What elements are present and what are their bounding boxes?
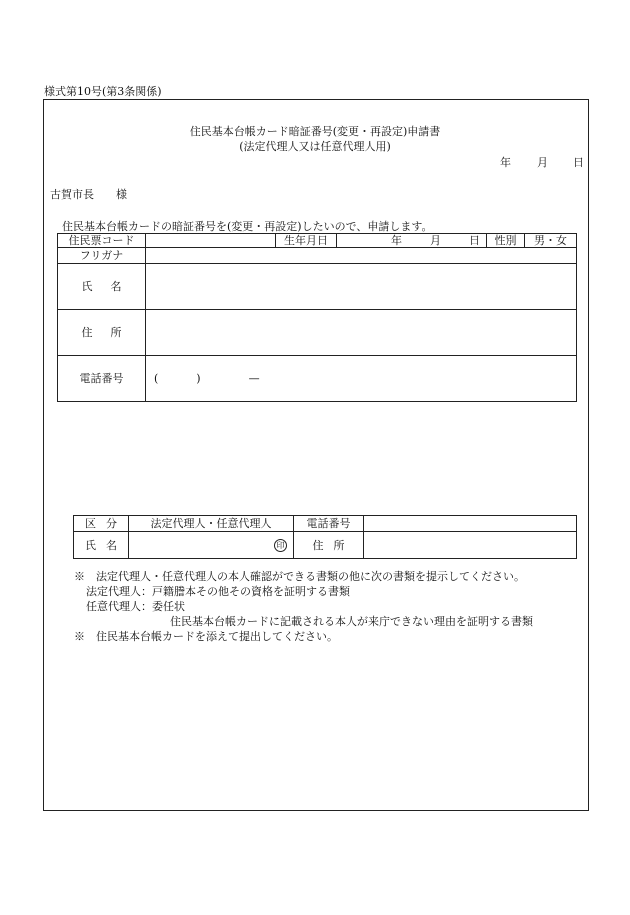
rep-phone-label: 電話番号 [294, 516, 364, 532]
furigana-field[interactable] [146, 248, 577, 264]
form-frame [43, 99, 589, 811]
phone-open-paren: ( [154, 372, 159, 385]
note-1: ※ 法定代理人・任意代理人の本人確認ができる書類の他に次の書類を提示してください。 [74, 570, 525, 583]
birth-month-label: 月 [430, 234, 441, 247]
note-voluntary-rep: 任意代理人：委任状 [86, 600, 185, 613]
rep-name-field[interactable] [129, 532, 294, 559]
note-voluntary-rep-extra: 住民基本台帳カードに記載される本人が来庁できない理由を証明する書類 [170, 615, 533, 628]
phone-dash: — [248, 372, 260, 385]
rep-address-field[interactable] [364, 532, 577, 559]
form-subtitle: (法定代理人又は任意代理人用) [239, 140, 391, 153]
date-year-label: 年 [500, 156, 511, 169]
gender-options[interactable]: 男・女 [525, 234, 577, 248]
rep-name-label: 氏名 [85, 538, 127, 552]
intro-text: 住民基本台帳カードの暗証番号を(変更・再設定)したいので、申請します。 [62, 220, 433, 233]
date-month-label: 月 [537, 156, 548, 169]
applicant-name-label: 氏名 [81, 280, 140, 293]
resident-code-label: 住民票コード [58, 234, 146, 248]
resident-code-field[interactable] [146, 234, 276, 248]
gender-label: 性別 [487, 234, 525, 248]
form-number: 様式第10号(第3条関係) [44, 85, 162, 98]
note-legal-rep: 法定代理人：戸籍謄本その他その資格を証明する書類 [86, 585, 350, 598]
rep-phone-field[interactable] [364, 516, 577, 532]
applicant-address-field[interactable] [146, 310, 577, 356]
addressee [50, 189, 127, 200]
birth-date-label: 生年月日 [276, 234, 337, 248]
addressee-name: 古賀市長 [50, 188, 94, 201]
birth-year-label: 年 [391, 234, 402, 247]
representative-table [73, 515, 577, 559]
addressee-honorific: 様 [116, 188, 127, 201]
birth-day-label: 日 [469, 234, 480, 247]
birth-date-field[interactable] [337, 234, 487, 248]
seal-mark: 印 [274, 539, 287, 552]
rep-category-label: 区分 [85, 517, 127, 530]
phone-close-paren: ) [196, 372, 201, 385]
applicant-phone-label: 電話番号 [58, 356, 146, 402]
rep-address-label: 住所 [312, 538, 355, 552]
note-2: ※ 住民基本台帳カードを添えて提出してください。 [74, 630, 338, 643]
date-day-label: 日 [573, 156, 584, 169]
rep-category-value[interactable]: 法定代理人・任意代理人 [129, 516, 294, 532]
applicant-phone-field[interactable] [146, 356, 577, 402]
applicant-address-label: 住所 [81, 326, 140, 339]
furigana-label: フリガナ [58, 248, 146, 264]
form-title: 住民基本台帳カード暗証番号(変更・再設定)申請書 [189, 125, 441, 138]
applicant-table [57, 233, 577, 402]
applicant-name-field[interactable] [146, 264, 577, 310]
